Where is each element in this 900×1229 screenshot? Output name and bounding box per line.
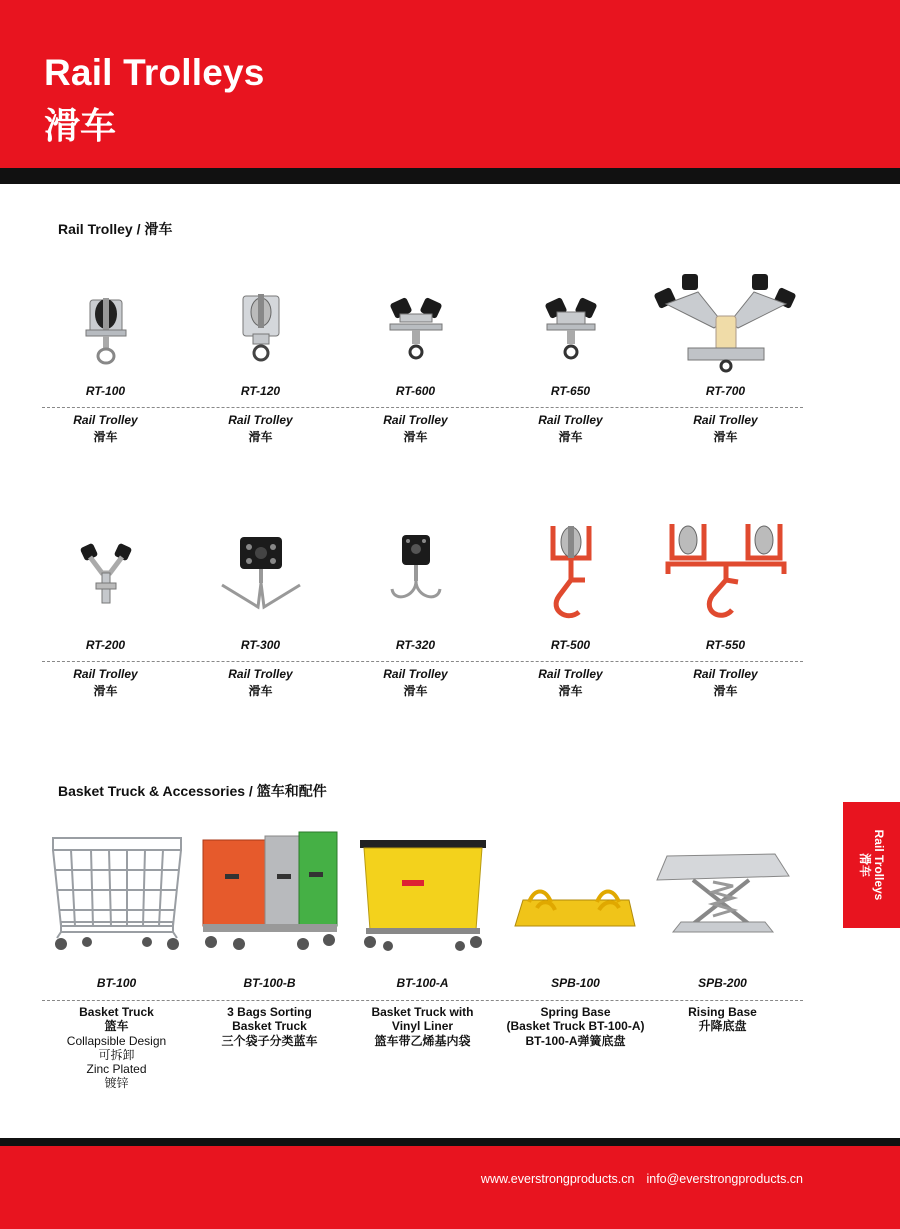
desc-line: (Basket Truck BT-100-A) — [506, 1019, 645, 1034]
side-tab[interactable] — [843, 802, 900, 928]
product-code: RT-100 — [85, 384, 126, 398]
desc-line: Rising Base — [688, 1005, 757, 1019]
product-name-en: Rail Trolley — [693, 413, 758, 427]
product-description — [498, 1005, 653, 1048]
side-tab-label — [843, 802, 900, 928]
rail-trolley-rt200-icon — [28, 518, 183, 628]
footer-contact — [481, 1172, 803, 1186]
product-code: RT-200 — [85, 638, 126, 652]
desc-line: BT-100-A弹簧底盘 — [525, 1033, 626, 1048]
product-code: BT-100-B — [243, 976, 296, 990]
rail-trolley-rt300-icon — [183, 516, 338, 628]
product-name-cn: 滑车 — [713, 430, 738, 444]
product-name-en: Rail Trolley — [383, 413, 448, 427]
rail-trolley-rt650-icon — [493, 268, 648, 378]
desc-line: Basket Truck with — [371, 1005, 474, 1019]
desc-line: 可拆卸 — [98, 1047, 135, 1062]
product-name-cn: 滑车 — [558, 684, 583, 698]
product-description — [345, 1005, 500, 1048]
rail-trolley-rt550-icon — [648, 514, 803, 628]
product-description — [645, 1005, 800, 1034]
product-code: SPB-100 — [551, 976, 600, 990]
spring-base-icon — [498, 878, 653, 938]
desc-line: 篮车带乙烯基内袋 — [374, 1033, 471, 1048]
page-subtitle: 滑车 — [44, 106, 117, 147]
desc-line: Basket Truck — [232, 1019, 307, 1034]
product-code: RT-120 — [240, 384, 281, 398]
product-code: RT-600 — [395, 384, 436, 398]
product-name-en: Rail Trolley — [228, 667, 293, 681]
product-code: RT-550 — [705, 638, 746, 652]
desc-line: Basket Truck — [79, 1005, 154, 1019]
wire-basket-truck-icon — [39, 830, 194, 954]
desc-line: 三个袋子分类蓝车 — [221, 1033, 318, 1048]
product-name-cn: 滑车 — [93, 430, 118, 444]
product-code: RT-300 — [240, 638, 281, 652]
product-name-cn: 滑车 — [403, 430, 428, 444]
product-code: BT-100 — [96, 976, 137, 990]
desc-line: 升降底盘 — [698, 1019, 747, 1034]
row-divider — [42, 661, 803, 662]
product-name-en: Rail Trolley — [693, 667, 758, 681]
rail-trolley-rt600-icon — [338, 268, 493, 378]
rail-trolley-rt120-icon — [183, 268, 338, 378]
desc-line: Zinc Plated — [86, 1062, 147, 1077]
footer-divider — [0, 1138, 900, 1146]
desc-line: Spring Base — [540, 1005, 611, 1019]
rising-base-icon — [645, 850, 800, 940]
product-name-cn: 滑车 — [558, 430, 583, 444]
product-name-en: Rail Trolley — [73, 667, 138, 681]
product-name-cn: 滑车 — [713, 684, 738, 698]
row-divider — [42, 1000, 803, 1001]
desc-line: 3 Bags Sorting — [227, 1005, 312, 1019]
three-bag-sorting-truck-icon — [192, 828, 347, 954]
product-name-en: Rail Trolley — [538, 413, 603, 427]
product-code: RT-500 — [550, 638, 591, 652]
side-tab-cn: 滑车 — [858, 852, 872, 877]
product-code: SPB-200 — [698, 976, 747, 990]
rail-trolley-rt320-icon — [338, 516, 493, 628]
product-name-cn: 滑车 — [93, 684, 118, 698]
product-name-cn: 滑车 — [403, 684, 428, 698]
product-name-en: Rail Trolley — [383, 667, 448, 681]
footer-email-link[interactable]: info@everstrongproducts.cn — [646, 1172, 803, 1186]
product-name-en: Rail Trolley — [538, 667, 603, 681]
section-title-basket-truck: Basket Truck & Accessories / 篮车和配件 — [58, 783, 327, 799]
row-divider — [42, 407, 803, 408]
desc-line: Collapsible Design — [66, 1033, 167, 1048]
product-description — [192, 1005, 347, 1048]
page-header — [0, 0, 900, 168]
product-code: RT-700 — [705, 384, 746, 398]
product-code: RT-650 — [550, 384, 591, 398]
footer-website-link[interactable]: www.everstrongproducts.cn — [480, 1172, 635, 1186]
product-code: BT-100-A — [396, 976, 449, 990]
vinyl-liner-basket-truck-icon — [345, 832, 500, 954]
product-name-cn: 滑车 — [248, 684, 273, 698]
desc-line: Vinyl Liner — [391, 1019, 454, 1034]
page-title: Rail Trolleys — [44, 52, 265, 93]
side-tab-en: Rail Trolleys — [872, 829, 886, 901]
desc-line: 篮车 — [104, 1019, 129, 1034]
rail-trolley-rt100-icon — [28, 268, 183, 378]
product-name-cn: 滑车 — [248, 430, 273, 444]
product-name-en: Rail Trolley — [228, 413, 293, 427]
header-divider — [0, 168, 900, 184]
rail-trolley-rt700-icon — [648, 266, 803, 378]
desc-line: 镀锌 — [104, 1076, 129, 1091]
rail-trolley-rt500-icon — [493, 514, 648, 628]
product-code: RT-320 — [395, 638, 436, 652]
page-footer — [0, 1146, 900, 1229]
product-description — [39, 1005, 194, 1091]
section-title-rail-trolley: Rail Trolley / 滑车 — [58, 221, 173, 237]
product-name-en: Rail Trolley — [73, 413, 138, 427]
